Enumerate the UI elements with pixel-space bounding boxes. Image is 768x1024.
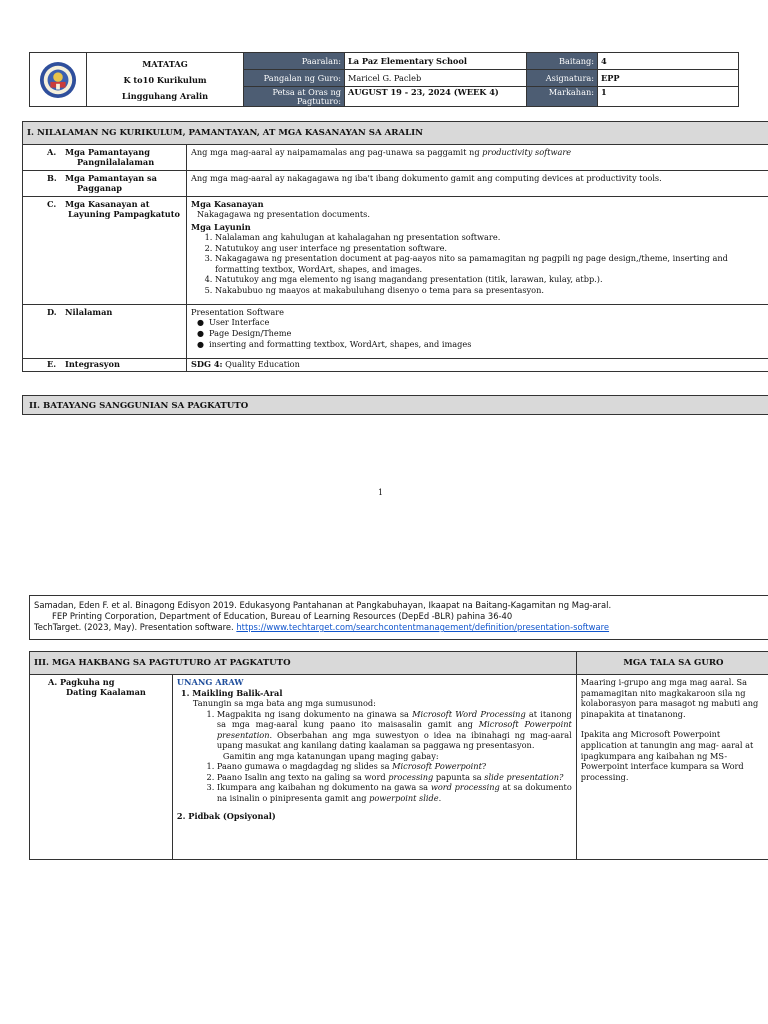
references-box [29, 595, 768, 640]
layunin-item: 2. Natutukoy ang user interface ng presentation software. [215, 243, 766, 254]
row-a-text [187, 145, 768, 171]
quarter-value: 1 [598, 87, 739, 107]
section-1-title: I. NILALAMAN NG KURIKULUM, PAMANTAYAN, AT MGA KASANAYAN SA ARALIN [23, 122, 768, 145]
teacher-value: Maricel G. Pacleb [345, 70, 527, 87]
section-1-table [22, 121, 768, 372]
row-c-prefix: C. [47, 199, 57, 209]
row-e-label [23, 359, 187, 372]
q3-d: powerpoint slide [369, 792, 439, 803]
questions-list [177, 761, 572, 803]
row-b-prefix: B. [47, 173, 57, 183]
row-e-content [187, 359, 768, 372]
row-c-label-l2: Layuning Pampagkatuto [68, 209, 180, 219]
row-c-label-l1: Mga Kasanayan at [65, 199, 150, 209]
section-3-table [29, 651, 768, 860]
item1-b: Microsoft Word Processing [412, 708, 526, 719]
row-3a-label-l2: Dating Kaalaman [66, 687, 146, 697]
q2-b: processing [388, 771, 434, 782]
q1-a: Paano gumawa o magdagdag ng slides sa [216, 761, 393, 772]
page-number: 1 [378, 488, 384, 497]
row-a-text-main: Ang mga mag-aaral ay naipamamalas ang pag-unawa sa paggamit ng [191, 147, 483, 157]
layunin-item: 3. Nakagagawa ng presentation document at pag-aayos nito sa pamamagitan ng pagpili ng page design,/theme, inserting and formatting textbox, WordArt, shapes, and images. [215, 253, 766, 274]
item1-e: Obserbahan ang mga suwestyon o idea na ibinahagi ng mag-aaral upang masukat ang kanilang dating kaalaman sa paggawa ng presentasyon. [216, 729, 572, 751]
guide-text: Gamitin ang mga katanungan upang maging gabay: [222, 750, 439, 761]
reference-line-3-text: TechTarget. (2023, May). Presentation software. [34, 622, 237, 632]
title-line-1: MATATAG [142, 58, 188, 69]
title-cell [87, 53, 244, 107]
nilalaman-item: ● Page Design/Theme [197, 328, 766, 339]
notes-title: MGA TALA SA GURO [576, 652, 768, 675]
reference-line-3 [34, 622, 766, 633]
item1-c: at itanong sa mga mag-aaral kung paano ito maisasalin gamit ang [216, 708, 572, 730]
q3-c: at sa dokumento na isinalin o pinipresenta gamit ang [216, 782, 572, 803]
q2-a: Paano Isalin ang texto na galing sa word [216, 771, 389, 782]
school-value: La Paz Elementary School [345, 53, 527, 70]
question-item [217, 761, 572, 772]
q2-c: papunta sa [433, 771, 485, 782]
sdg-text: Quality Education [222, 359, 300, 369]
kasanayan-head: Mga Kasanayan [191, 199, 264, 209]
activity-list [177, 709, 572, 751]
logo-cell [30, 53, 87, 107]
header-table [29, 52, 739, 107]
nilalaman-head: Presentation Software [191, 307, 284, 317]
row-e-prefix: E. [47, 359, 57, 369]
nilalaman-item: ● inserting and formatting textbox, WordArt, shapes, and images [197, 339, 766, 350]
sdg-label: SDG 4: [191, 359, 223, 369]
step-2-heading: 2. Pidbak (Opsiyonal) [176, 811, 276, 822]
nilalaman-list [191, 317, 766, 350]
q1-b: Microsoft Powerpoint [392, 761, 482, 772]
row-d-label-l1: Nilalaman [65, 307, 113, 317]
question-item [217, 782, 572, 803]
reference-link[interactable]: https://www.techtarget.com/searchcontentmanagement/definition/presentation-software [236, 622, 610, 632]
q3-e: . [438, 792, 442, 803]
reference-line-2: FEP Printing Corporation, Department of Education, Bureau of Learning Resources (DepEd -BLR) pahina 36-40 [52, 611, 513, 621]
row-e-label-l1: Integrasyon [65, 359, 120, 369]
title-line-3: Lingguhang Aralin [121, 90, 209, 101]
layunin-item: 1. Nalalaman ang kahulugan at kahalagahan ng presentation software. [215, 232, 766, 243]
section-3-title: III. MGA HAKBANG SA PAGTUTURO AT PAGKATUTO [30, 652, 577, 675]
note-1: Maaring i-grupo ang mga mag aaral. Sa pamamagitan nito magkakaroon sila ng kolaborasyon para masagot ng mabuti ang pinapakita at tinatanong. [580, 677, 759, 719]
grade-label: Baitang: [527, 53, 598, 70]
layunin-list [191, 232, 766, 295]
row-a-label-l1: Mga Pamantayang [65, 147, 150, 157]
q3-b: word processing [430, 782, 500, 793]
row-a-label [23, 145, 187, 171]
row-3a-content [172, 675, 576, 860]
date-value: AUGUST 19 - 23, 2024 (WEEK 4) [345, 87, 527, 107]
row-c-label [23, 197, 187, 305]
subject-value: EPP [598, 70, 739, 87]
item1-a: Magpakita ng isang dokumento na ginawa sa [216, 708, 413, 719]
layunin-item: 5. Nakabubuo ng maayos at makabuluhang disenyo o tema para sa presentasyon. [215, 285, 766, 296]
step-1-heading: 1. Maikling Balik-Aral [180, 687, 283, 698]
grade-value: 4 [598, 53, 739, 70]
note-2: Ipakita ang Microsoft Powerpoint application at tanungin ang mag- aaral at ipagkumpara ang kaibahan ng MS- Powerpoint interface kumpara sa Word processing. [580, 729, 754, 782]
subject-label: Asignatura: [527, 70, 598, 87]
row-a-label-l2: Pangnilalalaman [77, 157, 155, 167]
q2-d: slide presentation? [484, 771, 564, 782]
teacher-label: Pangalan ng Guro: [244, 70, 345, 87]
row-b-label-l2: Pagganap [77, 183, 122, 193]
row-3a-label [30, 675, 173, 860]
quarter-label: Markahan: [527, 87, 598, 107]
layunin-head: Mga Layunin [191, 222, 251, 232]
step-1-intro: Tanungin sa mga bata ang mga sumusunod: [192, 698, 376, 709]
reference-line-1: Samadan, Eden F. et al. Binagong Edisyon 2019. Edukasyong Pantahanan at Pangkabuhayan, Ikaapat na Baitang-Kagamitan ng Mag-aral. [34, 600, 612, 610]
activity-item [217, 709, 572, 751]
nilalaman-item: ● User Interface [197, 317, 766, 328]
row-d-content [187, 305, 768, 359]
school-label: Paaralan: [244, 53, 345, 70]
item1-d: Microsoft Powerpoint presentation. [216, 719, 572, 740]
row-3a-label-l1: A. Pagkuha ng [48, 677, 115, 687]
row-c-content [187, 197, 768, 305]
row-a-prefix: A. [47, 147, 57, 157]
row-a-text-italic: productivity software [482, 147, 572, 157]
day-heading: UNANG ARAW [176, 677, 244, 687]
date-label: Petsa at Oras ng Pagtuturo: [244, 87, 345, 107]
teacher-notes [576, 675, 768, 860]
row-b-label-l1: Mga Pamantayan sa [65, 173, 157, 183]
row-b-label [23, 171, 187, 197]
kasanayan-text: Nakagagawa ng presentation documents. [197, 209, 370, 219]
title-line-2: K to10 Kurikulum [123, 74, 207, 85]
layunin-item: 4. Natutukoy ang mga elemento ng isang magandang presentation (titik, larawan, kulay, atbp.). [215, 274, 766, 285]
row-d-prefix: D. [47, 307, 57, 317]
section-2-title: II. BATAYANG SANGGUNIAN SA PAGKATUTO [22, 395, 768, 415]
deped-seal-icon [39, 61, 77, 99]
question-item [217, 772, 572, 783]
row-d-label [23, 305, 187, 359]
q3-a: Ikumpara ang kaibahan ng dokumento na gawa sa [216, 782, 431, 793]
q1-c: ? [481, 761, 487, 772]
row-b-text: Ang mga mag-aaral ay nakagagawa ng iba't ibang dokumento gamit ang computing devices at productivity tools. [187, 171, 768, 197]
